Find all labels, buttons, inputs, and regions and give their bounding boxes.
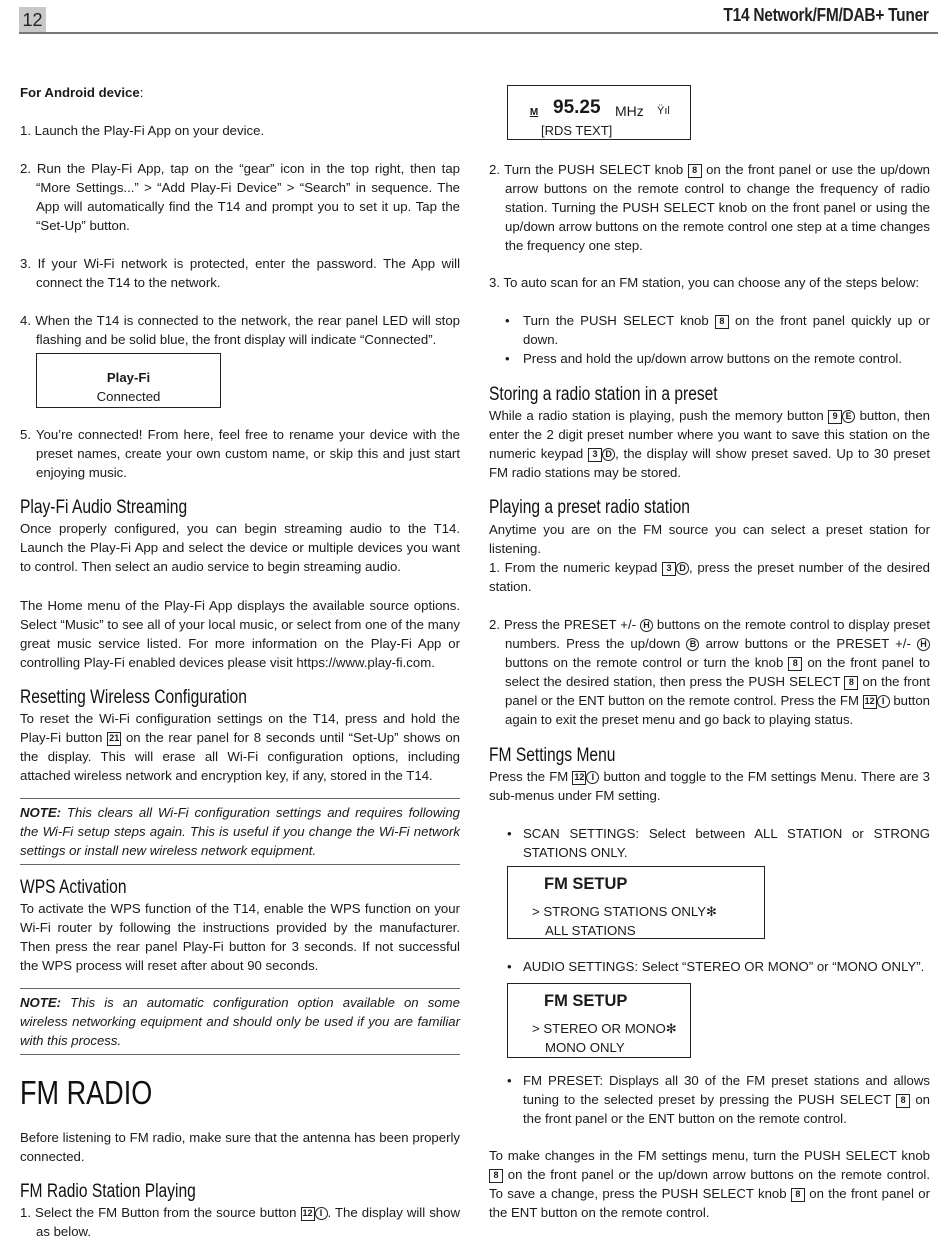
keypad-remote-circle-icon: D (676, 562, 689, 575)
push-select-key-icon: 8 (844, 676, 858, 690)
audio-display-line-2: MONO ONLY (545, 1040, 625, 1055)
reset-paragraph: To reset the Wi-Fi configuration settings on the T14, press and hold the Play-Fi button 21 on the rear panel for 8 seconds until “Set-Up” shows on the display. This will erase all Wi-Fi configuration options, including attached wireless network and encryption key, if any, stored in the T14. (20, 711, 460, 783)
scan-bullet-2: • Press and hold the up/down arrow buttons on the remote control. (505, 351, 902, 366)
display-unit: MHz (615, 103, 644, 119)
fm-remote-circle-icon: I (586, 771, 599, 784)
scan-display-line-1: > STRONG STATIONS ONLY✻ (532, 904, 718, 919)
fm-settings-intro: Press the FM 12 I button and toggle to the FM settings Menu. There are 3 sub-menus under FM setting. (489, 769, 930, 803)
streaming-heading: Play-Fi Audio Streaming (20, 497, 188, 518)
scan-display-line-2: ALL STATIONS (545, 923, 636, 938)
fm-step-3: 3. To auto scan for an FM station, you can choose any of the steps below: (489, 275, 920, 290)
fm-preset-bullet: • FM PRESET: Displays all 30 of the FM preset stations and allows tuning to the selected preset by pressing the PUSH SELECT 8 on the front panel or the ENT button on the remote control. (507, 1073, 930, 1126)
storing-heading: Storing a radio station in a preset (489, 384, 718, 405)
audio-display-title: FM SETUP (544, 992, 628, 1010)
page-number: 12 (19, 7, 46, 33)
playfi-display-status: Connected (96, 389, 161, 404)
wps-paragraph: To activate the WPS function of the T14, enable the WPS function on your Wi-Fi router by following the instructions provided by the manufacturer. Then press the rear panel Play-Fi button for 3 seconds. If not successful the WPS process will reset after about 90 seconds. (20, 901, 460, 973)
memory-key-icon: 9 (828, 410, 842, 424)
playfi-display-title: Play-Fi (106, 370, 151, 385)
playing-preset-intro: Anytime you are on the FM source you can select a preset station for listening. (489, 522, 930, 556)
scan-settings-bullet: • SCAN SETTINGS: Select between ALL STATION or STRONG STATIONS ONLY. (507, 826, 930, 860)
signal-strength-icon: Ÿıl (657, 105, 670, 117)
fm-key-icon: 12 (572, 771, 586, 785)
document-title: T14 Network/FM/DAB+ Tuner (723, 5, 929, 25)
fm-remote-circle-icon: I (877, 695, 890, 708)
audio-display-line-1: > STEREO OR MONO✻ (532, 1021, 677, 1036)
display-frequency: 95.25 (553, 97, 601, 118)
scan-bullet-1: • Turn the PUSH SELECT knob 8 on the front panel quickly up or down. (505, 313, 931, 347)
android-step-5: 5. You’re connected! From here, feel free to rename your device with the preset names, create your own custom name, or skip this and just start enjoying music. (20, 427, 460, 480)
playfi-button-key-icon: 21 (107, 732, 121, 746)
android-heading: For Android device: (20, 85, 144, 100)
fm-key-icon: 12 (863, 695, 877, 709)
fm-playing-heading: FM Radio Station Playing (20, 1181, 196, 1202)
fm-frequency-display (507, 85, 691, 140)
playing-preset-step-1: 1. From the numeric keypad 3 D , press the preset number of the desired station. (489, 560, 930, 594)
fm-radio-heading: FM RADIO (20, 1074, 153, 1111)
fm-step-2: 2. Turn the PUSH SELECT knob 8 on the front panel or use the up/down arrow buttons on the remote control to change the frequency of radio station. Turning the PUSH SELECT knob on the front panel or using the up/down arrow buttons on the remote control one step at a time changes the frequency one step. (489, 162, 930, 253)
android-step-1: 1. Launch the Play-Fi App on your device. (20, 123, 265, 138)
push-select-key-icon: 8 (489, 1169, 503, 1183)
fm-radio-intro: Before listening to FM radio, make sure that the antenna has been properly connected. (20, 1130, 460, 1164)
fm-remote-circle-icon: I (315, 1207, 328, 1220)
scan-settings-display (507, 866, 765, 939)
keypad-key-icon: 3 (588, 448, 602, 462)
storing-paragraph: While a radio station is playing, push the memory button 9 E button, then enter the 2 digit preset number where you want to save this station on the numeric keypad 3 D , the display will show preset saved. Up to 30 preset FM radio stations may be stored. (489, 408, 931, 480)
memory-mode-icon: M (529, 107, 539, 118)
arrow-remote-circle-icon: B (686, 638, 699, 651)
fm-playing-step-1: 1. Select the FM Button from the source button 12 I . The display will show as below. (20, 1205, 460, 1239)
push-select-key-icon: 8 (896, 1094, 910, 1108)
header-rule (19, 32, 938, 34)
keypad-key-icon: 3 (662, 562, 676, 576)
push-select-key-icon: 8 (791, 1188, 805, 1202)
fm-settings-heading: FM Settings Menu (489, 745, 616, 766)
preset-remote-circle-icon: H (640, 619, 653, 632)
preset-remote-circle-icon: H (917, 638, 930, 651)
android-step-2: 2. Run the Play-Fi App, tap on the “gear” icon in the top right, then tap “More Settings...” > “Add Play-Fi Device” > “Search” in sequence. The App will automatically find the T14 and prompt you to set it up. Tap the “Set-Up” button. (20, 161, 460, 233)
push-select-key-icon: 8 (788, 657, 802, 671)
push-select-key-icon: 8 (715, 315, 729, 329)
display-rds-text: [RDS TEXT] (541, 123, 613, 138)
android-step-3: 3. If your Wi-Fi network is protected, enter the password. The App will connect the T14 to the network. (20, 256, 460, 290)
streaming-paragraph-2: The Home menu of the Play-Fi App displays the available source options. Select “Music” to see all of your local music, or select from one of the many great music service listed. For more information on the Play-Fi App or controlling Play-Fi enabled devices please visit https://www.play-fi.com. (20, 598, 460, 670)
memory-remote-circle-icon: E (842, 410, 855, 423)
reset-heading: Resetting Wireless Configuration (20, 687, 247, 708)
wps-note: NOTE: This is an automatic configuration option available on some wireless networking equipment and should only be used if you are familiar with this process. (20, 988, 460, 1055)
audio-settings-display (507, 983, 691, 1058)
keypad-remote-circle-icon: D (602, 448, 615, 461)
playing-preset-step-2: 2. Press the PRESET +/- H buttons on the remote control to display preset numbers. Press the up/down B arrow buttons or the PRESET +/- H buttons on the remote control or turn the knob 8 on the front panel to select the desired station, then press the PUSH SELECT 8 on the front panel or the ENT button on the remote control. Press the FM 12 I button again to exit the preset menu and go back to playing status. (489, 617, 930, 727)
android-step-4: 4. When the T14 is connected to the network, the rear panel LED will stop flashing and be solid blue, the front display will indicate “Connected”. (20, 313, 460, 347)
push-select-key-icon: 8 (688, 164, 702, 178)
wps-heading: WPS Activation (20, 877, 127, 898)
scan-display-title: FM SETUP (544, 875, 628, 893)
audio-settings-bullet: • AUDIO SETTINGS: Select “STEREO OR MONO” or “MONO ONLY”. (507, 959, 925, 974)
fm-changes-paragraph: To make changes in the FM settings menu, turn the PUSH SELECT knob 8 on the front panel or the up/down arrow buttons on the remote control. To save a change, press the PUSH SELECT knob 8 on the front panel or the ENT button on the remote control. (489, 1148, 930, 1220)
playfi-display (36, 353, 221, 408)
fm-key-icon: 12 (301, 1207, 315, 1221)
streaming-paragraph-1: Once properly configured, you can begin streaming audio to the T14. Launch the Play-Fi App and select the device or multiple devices you want to control. Then select an audio service to begin streaming audio. (20, 521, 460, 574)
reset-note: NOTE: This clears all Wi-Fi configuration settings and requires following the Wi-Fi setup steps again. This is useful if you change the Wi-Fi network settings or install new wireless network equipment. (20, 798, 460, 865)
playing-preset-heading: Playing a preset radio station (489, 497, 690, 518)
